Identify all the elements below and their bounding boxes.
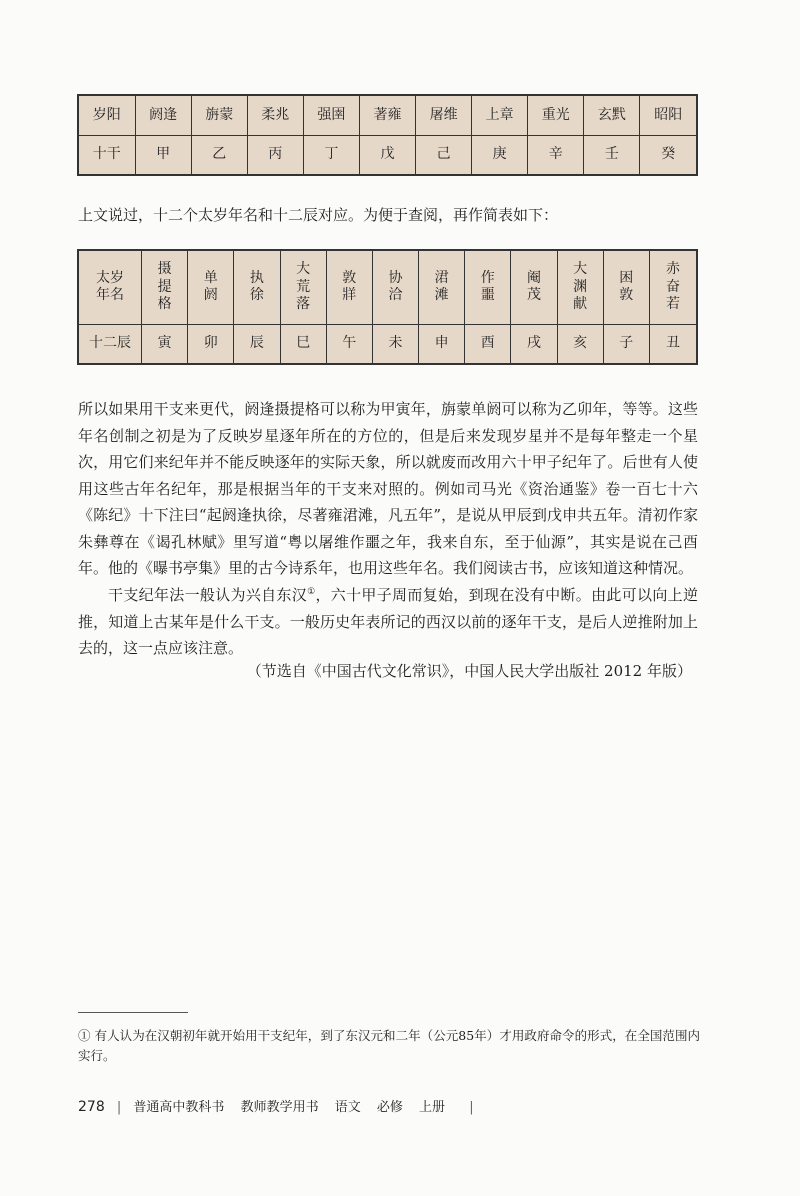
table-cell: 酉 — [465, 324, 511, 364]
table-cell-text: 执徐 — [249, 269, 264, 304]
intro-text: 上文说过，十二个太岁年名和十二辰对应。为便于查阅，再作简表如下： — [78, 206, 559, 224]
table-cell: 著雍 — [359, 95, 415, 135]
table-cell: 柔兆 — [247, 95, 303, 135]
paragraph-text: ，六十甲子周而复始，到现在没有中断。由此可以向上逆推，知道上古某年是什么干支。一般历史年表所记的西汉以前的逐年干支，是后人逆推附加上去的，这一点应该注意。 — [78, 586, 698, 657]
table-cell — [326, 250, 372, 324]
book-title-part: 语文 — [334, 1100, 361, 1115]
body-paragraph — [78, 579, 698, 662]
table-cell — [372, 250, 418, 324]
table-cell — [557, 250, 603, 324]
table-cell: 巳 — [280, 324, 326, 364]
table-cell-text: 敦牂 — [342, 269, 357, 304]
footer-separator: | — [469, 1100, 474, 1115]
table-suiyang-shigan — [77, 94, 698, 176]
table-cell — [649, 250, 697, 324]
footnote: ① 有人认为在汉朝初年就开始用干支纪年，到了东汉元和二年（公元85年）才用政府命令的形式，在全国范围内实行。 — [78, 1028, 700, 1063]
table-cell-text: 赤奋若 — [665, 261, 680, 312]
table-cell: 乙 — [191, 135, 247, 175]
table-cell: 卯 — [188, 324, 234, 364]
table-cell — [419, 250, 465, 324]
table-cell: 昭阳 — [640, 95, 697, 135]
footnote-divider — [78, 1012, 188, 1013]
table-cell: 未 — [372, 324, 418, 364]
table-cell: 丁 — [303, 135, 359, 175]
table-header-cell — [78, 250, 142, 324]
page-number: 278 — [78, 1099, 105, 1115]
table-cell: 己 — [416, 135, 472, 175]
body-paragraph: 所以如果用干支来更代，阏逢摄提格可以称为甲寅年，旃蒙单阏可以称为乙卯年，等等。这些年名创制之初是为了反映岁星逐年所在的方位的，但是后来发现岁星并不是每年整走一个星次，用它们来纪年并不能反映逐年的实际天象，所以就废而改用六十甲子纪年了。后世有人使用这些古年名纪年，那是根据当年的干支来对照的。例如司马光《资治通鉴》卷一百七十六《陈纪》十下注曰“起阏逢执徐，尽著雍涒滩，凡五年”，是说从甲辰到戊申共五年。清初作家朱彝尊在《谒孔林赋》里写道“粤以屠维作噩之年，我来自东，至于仙源”，其实是说在己酉年。他的《曝书亭集》里的古今诗系年，也用这些年名。我们阅读古书，应该知道这种情况。 — [78, 400, 698, 577]
footnote-marker: ① — [307, 587, 316, 597]
table-cell-text: 涒滩 — [434, 269, 449, 304]
table-cell-text: 困敦 — [619, 269, 634, 304]
table-cell-text: 太岁年名 — [95, 269, 124, 304]
source-citation: （节选自《中国古代文化常识》，中国人民大学出版社 2012 年版） — [246, 662, 692, 680]
table-cell-text: 协洽 — [388, 269, 403, 304]
table-cell: 辛 — [528, 135, 584, 175]
page-footer — [78, 1096, 718, 1115]
table-row — [78, 95, 697, 135]
table-cell: 玄黓 — [584, 95, 640, 135]
table-cell-text: 作噩 — [480, 269, 495, 304]
table-cell: 亥 — [557, 324, 603, 364]
table-cell — [234, 250, 280, 324]
table-cell-text: 阉茂 — [526, 269, 541, 304]
table-cell-text: 摄提格 — [157, 261, 172, 312]
table-cell: 岁阳 — [78, 95, 135, 135]
table-header-cell: 十二辰 — [78, 324, 142, 364]
book-title-part: 教师教学用书 — [240, 1100, 319, 1115]
table-cell: 辰 — [234, 324, 280, 364]
book-title-part: 必修 — [376, 1100, 403, 1115]
table-cell: 丙 — [247, 135, 303, 175]
table-cell: 强圉 — [303, 95, 359, 135]
table-cell: 癸 — [640, 135, 697, 175]
table-cell: 上章 — [472, 95, 528, 135]
table-cell-text: 大渊献 — [573, 261, 588, 312]
table-cell — [188, 250, 234, 324]
table-cell: 寅 — [142, 324, 188, 364]
table-cell: 甲 — [135, 135, 191, 175]
table-cell: 壬 — [584, 135, 640, 175]
table-cell: 旃蒙 — [191, 95, 247, 135]
table-row — [78, 250, 697, 324]
book-title-part: 普通高中教科书 — [133, 1100, 225, 1115]
table-cell: 阏逢 — [135, 95, 191, 135]
table-cell: 午 — [326, 324, 372, 364]
table-cell-text: 单阏 — [203, 269, 218, 304]
table-cell — [465, 250, 511, 324]
table-cell: 十干 — [78, 135, 135, 175]
table-cell — [280, 250, 326, 324]
table-cell: 重光 — [528, 95, 584, 135]
table-row — [78, 324, 697, 364]
table-cell: 申 — [419, 324, 465, 364]
table-cell: 屠维 — [416, 95, 472, 135]
table-taisui-shierchen — [77, 249, 698, 365]
footer-separator: | — [116, 1100, 122, 1115]
paragraph-text: 干支纪年法一般认为兴自东汉 — [108, 586, 308, 604]
table-cell: 子 — [603, 324, 649, 364]
table-cell — [142, 250, 188, 324]
table-cell: 丑 — [649, 324, 697, 364]
table-row — [78, 135, 697, 175]
table-cell — [511, 250, 557, 324]
book-title-part: 上册 — [419, 1100, 446, 1115]
table-cell: 戊 — [359, 135, 415, 175]
table-cell: 戌 — [511, 324, 557, 364]
table-cell-text: 大荒落 — [296, 261, 311, 312]
table-cell: 庚 — [472, 135, 528, 175]
table-cell — [603, 250, 649, 324]
